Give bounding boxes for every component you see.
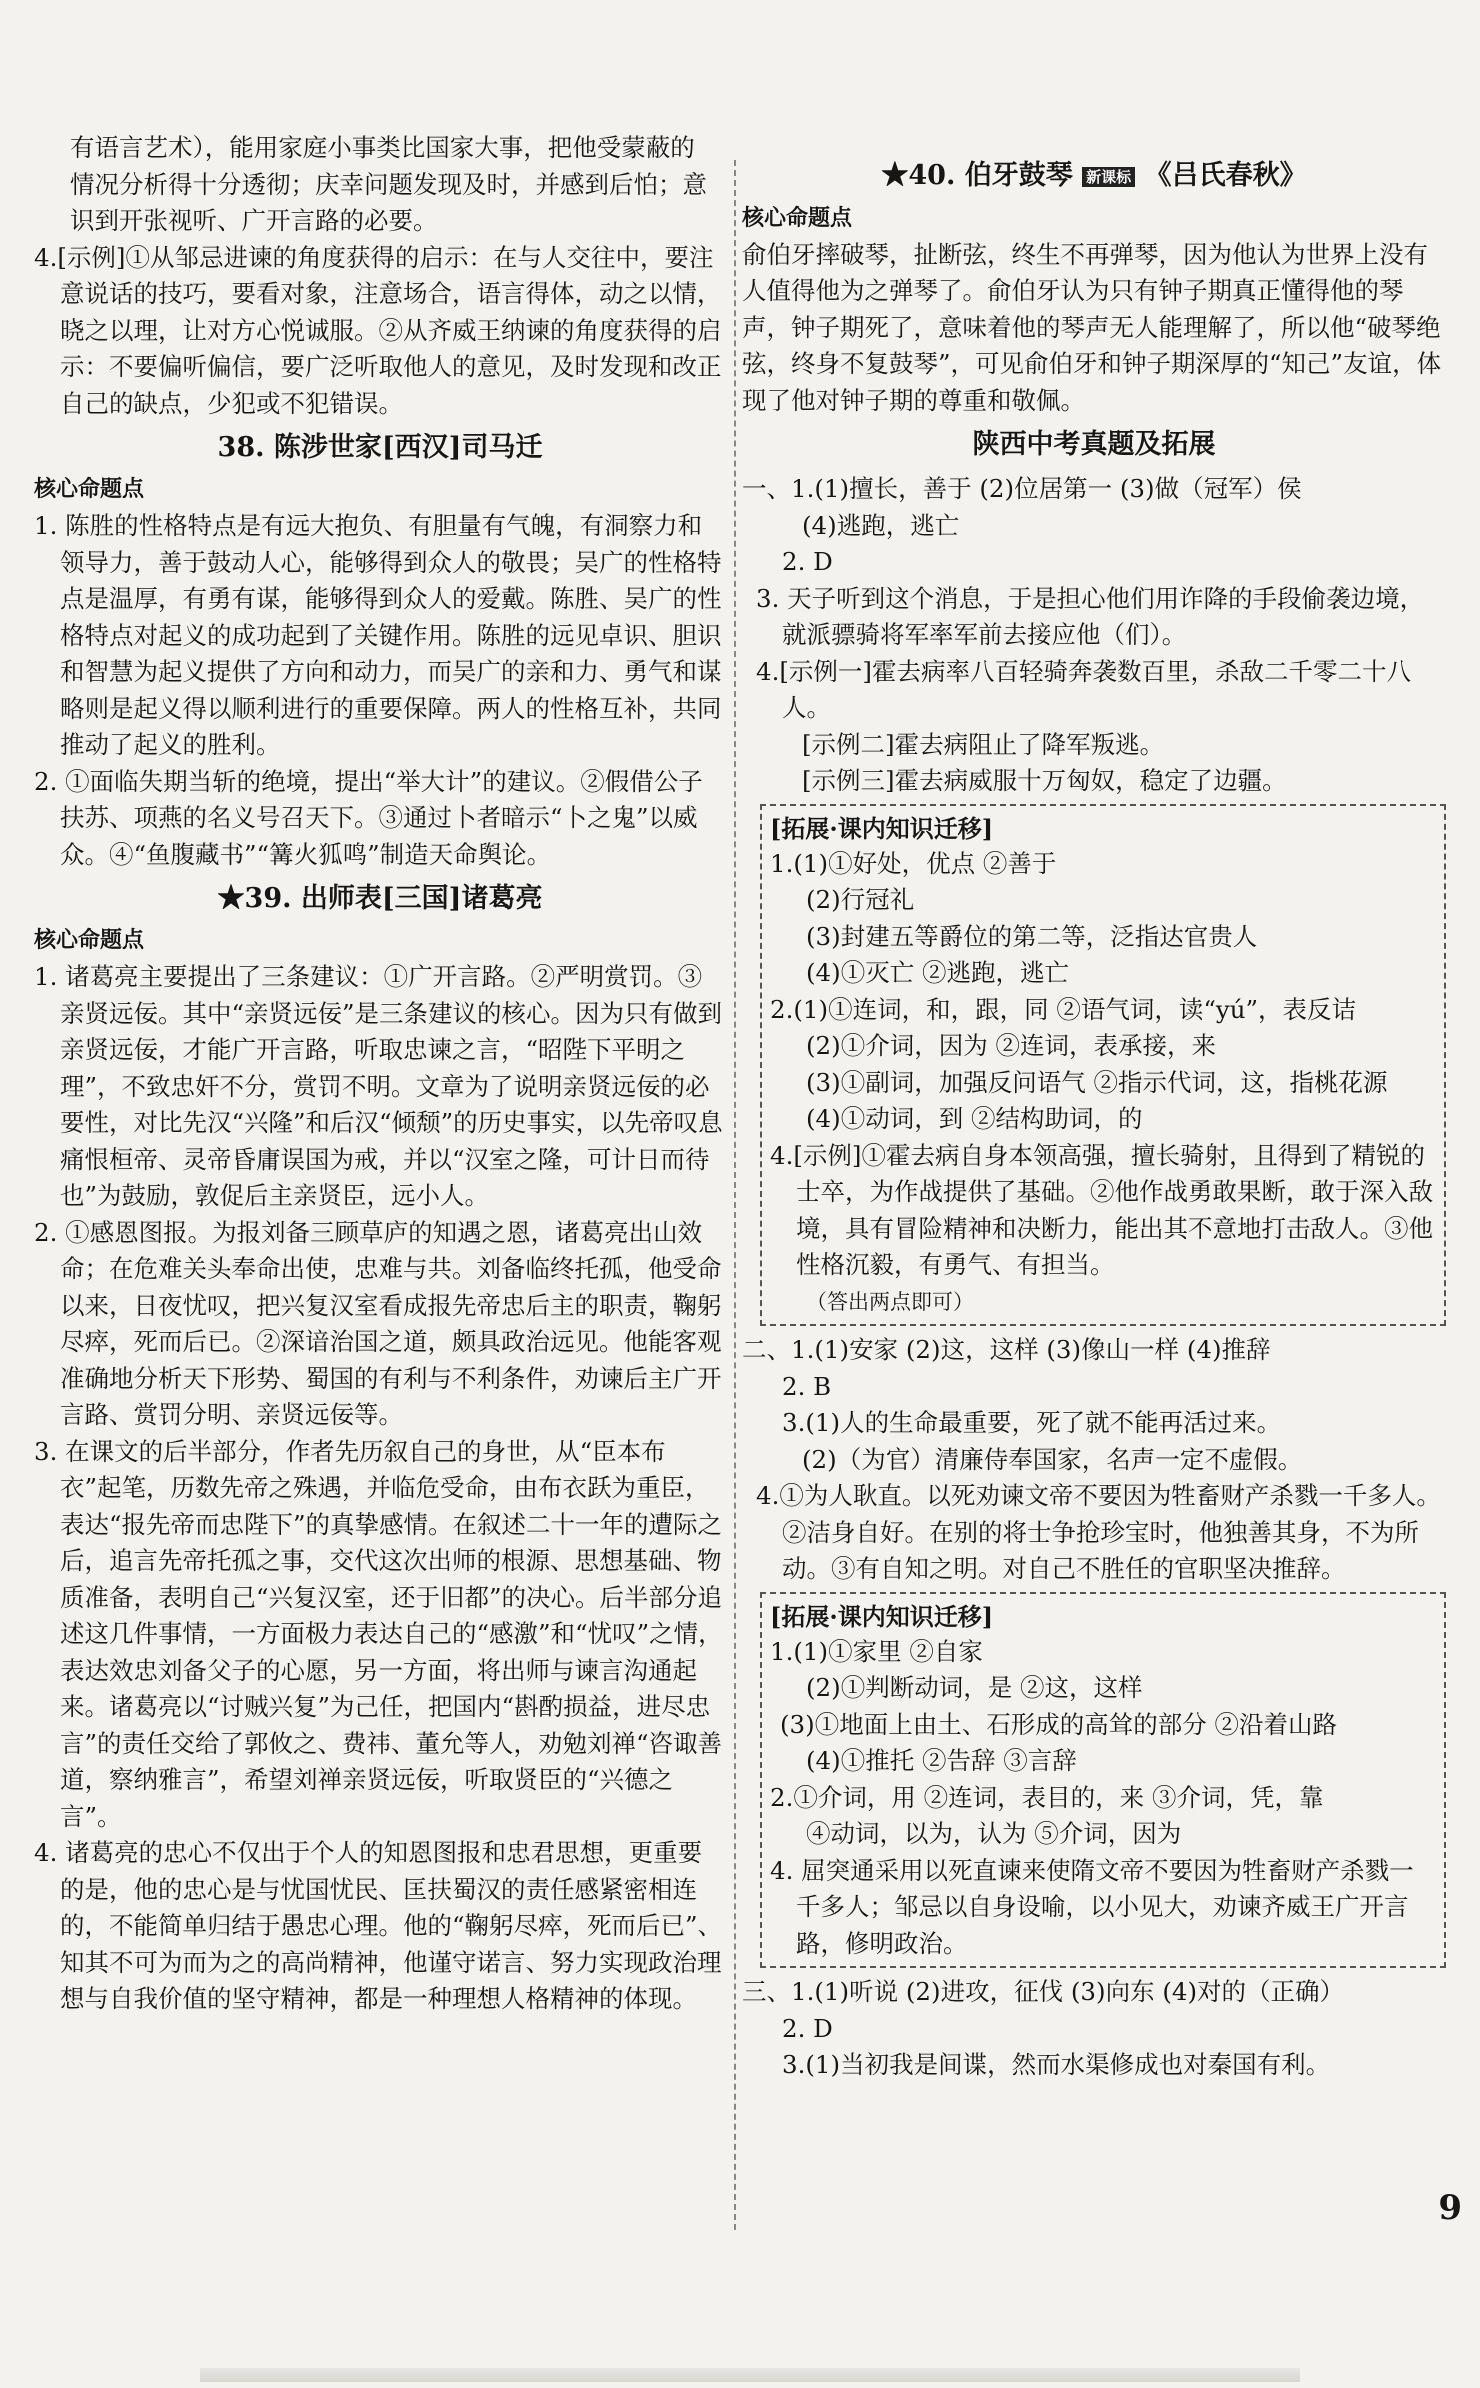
paragraph: 俞伯牙摔破琴，扯断弦，终生不再弹琴，因为他认为世界上没有人值得他为之弹琴了。俞伯牙认为只有钟子期真正懂得他的琴声，钟子期死了，意味着他的琴声无人能理解了，所以他“破琴绝弦，终身不复鼓琴”，可见俞伯牙和钟子期深厚的“知己”友谊，体现了他对钟子期的尊重和敬佩。 [742, 239, 1442, 415]
section-title-text: ★40. 伯牙鼓琴 [881, 160, 1073, 191]
extension-box [760, 804, 1446, 1327]
box-note: （答出两点即可） [806, 1289, 974, 1314]
box-title: [拓展·课内知识迁移] [770, 1601, 994, 1631]
box-line: 2.(1)①连词，和，跟，同 ②语气词，读“yú”，表反诘 [770, 994, 1357, 1024]
section-label: 核心命题点 [742, 205, 853, 231]
box-line: ④动词，以为，认为 ⑤介词，因为 [806, 1819, 1182, 1848]
answer-item: 4.①为人耿直。以死劝谏文帝不要因为牲畜财产杀戮一千多人。②洁身自好。在别的将士争抢珍宝时，他独善其身，不为所动。③有自知之明。对自己不胜任的官职坚决推辞。 [756, 1481, 1441, 1583]
answer-item: 1. 诸葛亮主要提出了三条建议：①广开言路。②严明赏罚。③亲贤远佞。其中“亲贤远佞”是三条建议的核心。因为只有做到亲贤远佞，才能广开言路，听取忠谏之言，“昭陛下平明之理”，不致忠奸不分，赏罚不明。文章为了说明亲贤远佞的必要性，对比先汉“兴隆”和后汉“倾颓”的历史事实，以先帝叹息痛恨桓帝、灵帝昏庸误国为戒，并以“汉室之隆，可计日而待也”为鼓励，敦促后主亲贤臣，远小人。 [34, 962, 723, 1210]
left-column [34, 130, 726, 2018]
extension-box [760, 1592, 1446, 1969]
box-line: (3)①地面上由土、石形成的高耸的部分 ②沿着山路 [780, 1709, 1337, 1739]
right-column [742, 150, 1446, 2084]
scan-edge [200, 2368, 1300, 2382]
box-line: (4)①动词，到 ②结构助词，的 [806, 1104, 1143, 1133]
answer-item: 3. 在课文的后半部分，作者先历叙自己的身世，从“臣本布衣”起笔，历数先帝之殊遇，并临危受命，由布衣跃为重臣，表达“报先帝而忠陛下”的真挚感情。在叙述二十一年的遭际之后，追言先帝托孤之事，交代这次出师的根源、思想基础、物质准备，表明自己“兴复汉室，还于旧都”的决心。后半部分追述这几件事情，一方面极力表达自己的“感激”和“忧叹”之情，表达效忠刘备父子的心愿，另一方面，将出师与谏言沟通起来。诸葛亮以“讨贼兴复”为己任，把国内“斟酌损益，进尽忠言”的责任交给了郭攸之、费祎、董允等人，劝勉刘禅“咨诹善道，察纳雅言”，希望刘禅亲贤远佞，听取贤臣的“兴德之言”。 [34, 1436, 723, 1831]
answer-item: 3.(1)人的生命最重要，死了就不能再活过来。 [782, 1408, 1282, 1437]
section-label: 核心命题点 [34, 477, 145, 502]
answer-item: 4. 诸葛亮的忠心不仅出于个人的知恩图报和忠君思想，更重要的是，他的忠心是与忧国忧民、匡扶蜀汉的责任感紧密相连的，不能简单归结于愚忠心理。他的“鞠躬尽瘁，死而后已”、知其不可为而为之的高尚精神，他谨守诺言、努力实现政治理想与自我价值的坚守精神，都是一种理想人格精神的体现。 [34, 1838, 723, 2013]
box-line: (3)封建五等爵位的第二等，泛指达官贵人 [806, 921, 1258, 951]
answer-item: 3.(1)当初我是间谍，然而水渠修成也对秦国有利。 [782, 2050, 1331, 2079]
answer-item: (4)逃跑，逃亡 [802, 510, 960, 540]
answer-item: 2. B [782, 1371, 832, 1401]
new-curriculum-badge: 新课标 [1082, 167, 1135, 187]
text-line: 识到开张视听、广开言路的必要。 [70, 206, 438, 235]
answer-item: (2)（为官）清廉侍奉国家，名声一定不虚假。 [802, 1444, 1303, 1474]
box-line: (2)①介词，因为 ②连词，表承接，来 [806, 1031, 1216, 1060]
column-divider [734, 160, 736, 2230]
answer-item: 2. ①感恩图报。为报刘备三顾草庐的知遇之恩，诸葛亮出山效命；在危难关头奉命出使，忠难与共。刘备临终托孤，他受命以来，日夜忧叹，把兴复汉室看成报先帝忠后主的职责，鞠躬尽瘁，死而后已。②深谙治国之道，颇具政治远见。他能客观准确地分析天下形势、蜀国的有利与不利条件，劝谏后主广开言路、赏罚分明、亲贤远佞等。 [34, 1217, 722, 1429]
box-line: (4)①推托 ②告辞 ③言辞 [806, 1746, 1077, 1775]
section-source: 《吕氏春秋》 [1144, 160, 1307, 191]
answer-item: 2. D [782, 547, 833, 576]
box-title: [拓展·课内知识迁移] [770, 813, 994, 843]
page-number: 9 [1438, 2188, 1462, 2228]
answer-item: 4.[示例]①从邹忌进谏的角度获得的启示：在与人交往中，要注意说话的技巧，要看对象，注意场合，语言得体，动之以情，晓之以理，让对方心悦诚服。②从齐威王纳谏的角度获得的启示：不要偏听偏信，要广泛听取他人的意见，及时发现和改正自己的缺点，少犯或不犯错误。 [34, 242, 722, 418]
answer-item: 1. 陈胜的性格特点是有远大抱负、有胆量有气魄，有洞察力和领导力，善于鼓动人心，能够得到众人的敬畏；吴广的性格特点是温厚，有勇有谋，能够得到众人的爱戴。陈胜、吴广的性格特点对起义的成功起到了关键作用。陈胜的远见卓识、胆识和智慧为起义提供了方向和动力，而吴广的亲和力、勇气和谋略则是起义得以顺利进行的重要保障。两人的性格互补，共同推动了起义的胜利。 [34, 511, 722, 759]
answer-item: [示例二]霍去病阻止了降军叛逃。 [802, 729, 1165, 759]
answer-item: 三、1.(1)听说 (2)进攻，征伐 (3)向东 (4)对的（正确） [742, 1977, 1345, 2006]
box-line: (4)①灭亡 ②逃跑，逃亡 [806, 958, 1069, 987]
box-line: (2)①判断动词，是 ②这，这样 [806, 1673, 1143, 1702]
answer-item: 3. 天子听到这个消息，于是担心他们用诈降的手段偷袭边境，就派骠骑将军率军前去接应他（们）。 [756, 583, 1425, 649]
box-line: 1.(1)①家里 ②自家 [770, 1636, 983, 1666]
section-title: 陕西中考真题及拓展 [972, 429, 1216, 460]
answer-item: 2. ①面临失期当斩的绝境，提出“举大计”的建议。②假借公子扶苏、项燕的名义号召天下。③通过卜者暗示“卜之鬼”以威众。④“鱼腹藏书”“篝火狐鸣”制造天命舆论。 [34, 766, 703, 869]
section-label: 核心命题点 [34, 928, 145, 953]
answer-item: 4.[示例一]霍去病率八百轻骑奔袭数百里，杀敌二千零二十八人。 [756, 656, 1411, 722]
section-title: 38. 陈涉世家[西汉]司马迁 [217, 432, 543, 463]
answer-item: 二、1.(1)安家 (2)这，这样 (3)像山一样 (4)推辞 [742, 1335, 1271, 1364]
box-line: 1.(1)①好处，优点 ②善于 [770, 848, 1057, 878]
text-line: 有语言艺术），能用家庭小事类比国家大事，把他受蒙蔽的 [70, 133, 695, 162]
box-line: 2.①介词，用 ②连词，表目的，来 ③介词，凭，靠 [770, 1782, 1324, 1812]
box-line: 4.[示例]①霍去病自身本领高强，擅长骑射，且得到了精锐的士卒，为作战提供了基础。②他作战勇敢果断，敢于深入敌境，具有冒险精神和决断力，能出其不意地打击敌人。③他性格沉毅，有勇气、有担当。 [770, 1140, 1433, 1279]
answer-item: 2. D [782, 2013, 833, 2043]
section-title [742, 156, 1446, 197]
section-title: ★39. 出师表[三国]诸葛亮 [217, 883, 543, 914]
text-line: 情况分析得十分透彻；庆幸问题发现及时，并感到后怕；意 [70, 169, 707, 199]
box-line: (2)行冠礼 [806, 885, 915, 914]
box-line: 4. 屈突通采用以死直谏来使隋文帝不要因为牲畜财产杀戮一千多人；邹忌以自身设喻，以小见大，劝谏齐威王广开言路，修明政治。 [770, 1855, 1414, 1958]
answer-item: [示例三]霍去病威服十万匈奴，稳定了边疆。 [802, 766, 1287, 795]
box-line: (3)①副词，加强反问语气 ②指示代词，这，指桃花源 [806, 1067, 1388, 1097]
answer-item: 一、1.(1)擅长，善于 (2)位居第一 (3)做（冠军）侯 [742, 474, 1302, 503]
